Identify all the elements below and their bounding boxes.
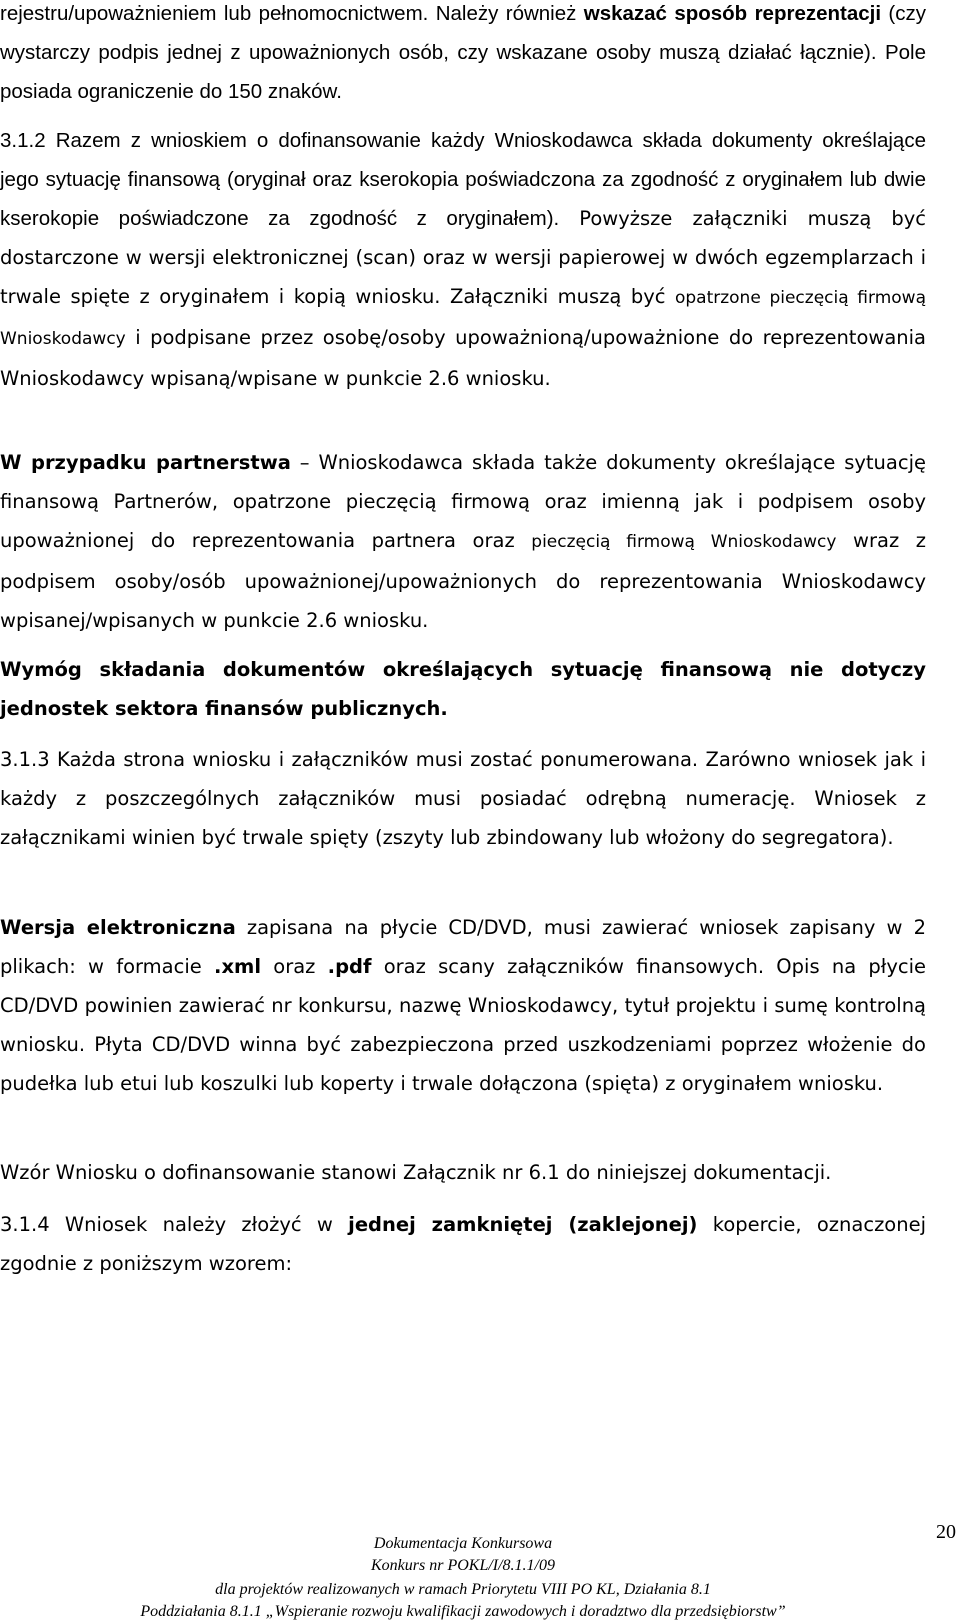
paragraph-electronic-version [0, 908, 926, 1103]
bold-text: Wersja elektroniczna [0, 916, 236, 939]
paragraph-3-1-3 [0, 740, 926, 857]
bold-text: jednej zamkniętej (zaklejonej) [348, 1213, 698, 1236]
paragraph-representation [0, 0, 926, 111]
bold-text: Wymóg składania dokumentów określających sytuację finansową nie dotyczy jednostek sektora finansów publicznych. [0, 658, 926, 720]
bold-text: .pdf [327, 955, 372, 978]
paragraph-partnership [0, 443, 926, 640]
paragraph-3-1-4 [0, 1205, 926, 1283]
paragraph-template [0, 1153, 926, 1192]
footer-line-1: Dokumentacja Konkursowa [373, 1535, 553, 1552]
text-run: – Wnioskodawca składa także dokumenty określające sytuację finansową Partnerów, opatrzone pieczęcią firmową oraz imienną jak i podpisem osoby upoważnionej do reprezentowania partnera oraz [0, 451, 927, 552]
text-run: oraz scany załączników finansowych. Opis na płycie CD/DVD powinien zawierać nr konkursu, nazwę Wnioskodawcy, tytuł projektu i sumę kontrolną wniosku. Płyta CD/DVD winna być zabezpieczona przed uszkodzeniami poprzez włożenie do pudełka lub etui lub koszulki lub koperty i trwale dołączona (spięta) z oryginałem wniosku. [0, 955, 927, 1095]
text-run: (czy wystarczy podpis jednej z upoważnionych osób, czy wskazane osoby muszą działać łącznie). Pole posiada ograniczenie do 150 znaków. [0, 2, 926, 103]
text-run: rejestru/upoważnieniem lub pełnomocnictwem. Należy również [0, 2, 584, 25]
paragraph-requirement [0, 650, 926, 728]
page-number: 20 [936, 1521, 956, 1543]
small-text: opatrzone pieczęcią firmową Wnioskodawcy [0, 288, 926, 349]
text-run: Powyższe załączniki muszą być dostarczone w wersji elektronicznej (scan) oraz w wersji papierowej w dwóch egzemplarzach i trwale spięte z oryginałem i kopią wniosku. Załączniki muszą być [0, 207, 926, 308]
footer-line-2: Konkurs nr POKL/I/8.1.1/09 [370, 1557, 555, 1574]
bold-text: .xml [214, 955, 262, 978]
text-run: 3.1.2 Razem z wnioskiem o dofinansowanie każdy Wnioskodawca składa dokumenty określające jego sytuację finansową (oryginał oraz kserokopia poświadczona za zgodność z oryginałem lub dwie kserokopie poświadczone za zgodność z oryginałem). [0, 129, 926, 230]
paragraph-3-1-2 [0, 121, 926, 398]
text-run: 3.1.3 Każda strona wniosku i załączników musi zostać ponumerowana. Zarówno wniosek jak i każdy z poszczególnych załączników musi posiadać odrębną numerację. Wniosek z załącznikami winien być trwale spięty (zszyty lub zbindowany lub włożony do segregatora). [0, 748, 926, 849]
small-text: pieczęcią firmową Wnioskodawcy [531, 532, 837, 552]
footer-line-3: dla projektów realizowanych w ramach Priorytetu VIII PO KL, Działania 8.1 [215, 1581, 711, 1598]
text-run: kopercie, oznaczonej zgodnie z poniższym wzorem: [0, 1213, 927, 1275]
footer-line-4: Poddziałania 8.1.1 „Wspieranie rozwoju kwalifikacji zawodowych i doradztwo dla przedsiębiorstw” [140, 1603, 786, 1620]
text-run: oraz [261, 955, 328, 978]
text-run: 3.1.4 Wniosek należy złożyć w [0, 1213, 349, 1236]
bold-text: wskazać sposób reprezentacji [583, 2, 882, 25]
text-run: Wzór Wniosku o dofinansowanie stanowi Załącznik nr 6.1 do niniejszej dokumentacji. [0, 1161, 832, 1184]
text-run: i podpisane przez osobę/osoby upoważnioną/upoważnione do reprezentowania Wnioskodawcy wpisaną/wpisane w punkcie 2.6 wniosku. [0, 326, 926, 390]
bold-text: W przypadku partnerstwa [0, 451, 291, 474]
text-run: wraz z podpisem osoby/osób upoważnionej/upoważnionych do reprezentowania Wnioskodawcy wpisanej/wpisanych w punkcie 2.6 wniosku. [0, 529, 926, 632]
text-run: zapisana na płycie CD/DVD, musi zawierać wniosek zapisany w 2 plikach: w formacie [0, 916, 926, 978]
